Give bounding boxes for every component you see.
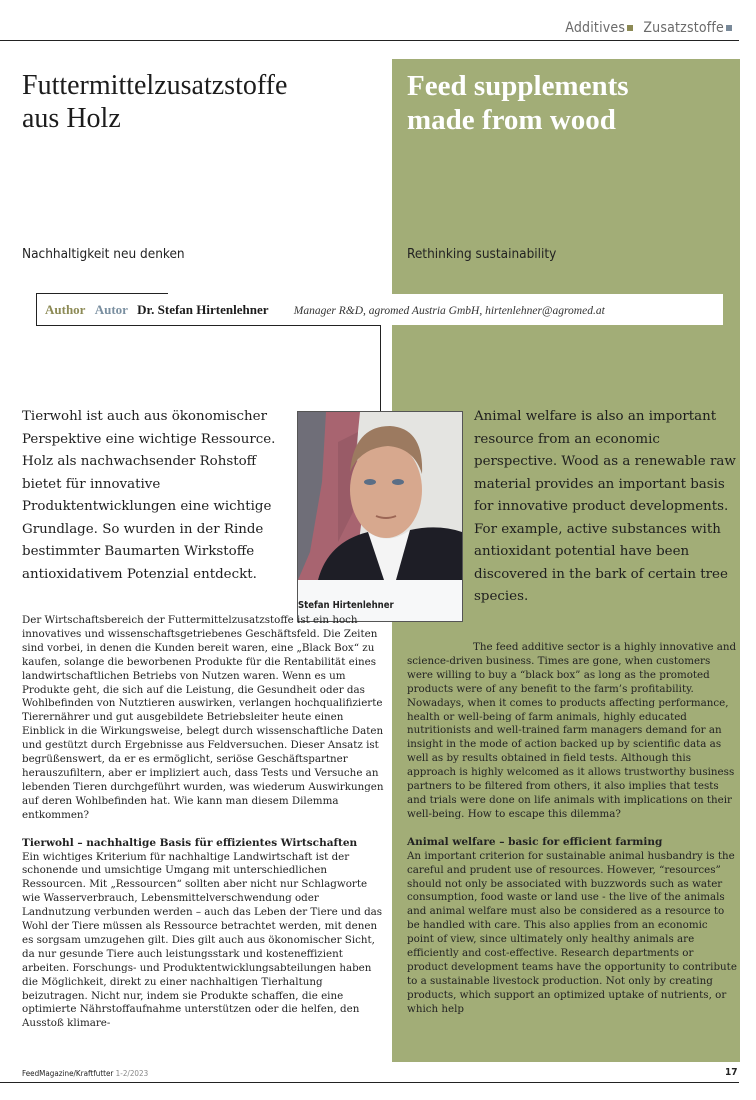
photo-caption: Stefan Hirtenlehner [298,600,394,611]
title-english-line: made from wood [407,104,616,136]
lead-german: Tierwohl ist auch aus ökonomischer Perspektive eine wichtige Ressource. Holz als nachwachsender Rohstoff bietet für innovative Produktentwicklungen eine wichtige Grundlage. So wurden in der Rinde bestimmter Baumarten Wirkstoffe antioxidativem Potenzial entdeckt. [22,409,276,582]
square-bullet-icon [627,25,633,31]
subtitle-english: Rethinking sustainability [407,246,557,262]
title-english-line: Feed supplements [407,70,629,102]
author-label-en: Author [45,302,86,317]
author-label-de: Autor [94,302,128,317]
subtitle-german: Nachhaltigkeit neu denken [22,246,185,262]
page-number: 17 [725,1067,738,1078]
title-german [22,69,287,135]
author-photo-frame [297,411,463,622]
author-box-border [36,325,381,326]
section-tags [565,20,738,36]
section-heading-english: Animal welfare – basic for efficient farming [407,835,663,848]
title-german-line: aus Holz [22,103,121,134]
author-photo [298,412,462,580]
footer-publication [22,1069,148,1078]
body-german [22,614,384,1031]
author-box-border [36,293,37,326]
square-bullet-icon [726,25,732,31]
section-tag-en: Additives [565,20,626,36]
footer-rule [0,1082,739,1083]
header-rule [0,40,739,41]
paragraph: Der Wirtschaftsbereich der Futtermittelzusatzstoffe ist ein hoch innovatives und wissenschaftsgetriebenes Geschäftsfeld. Die Zeiten sind vorbei, in denen die Kunden bereit waren, eine „Black Box“ zu kaufen, solange die beworbenen Produkte für die Rentabilität eines landwirtschaftlichen Betriebs von Nutzen waren. Wenn es um Produkte geht, die sich auf die Leistung, die Gesundheit oder das Wohlbefinden von Nutztieren auswirken, verlangen hochqualifizierte Tierernährer und gut ausgebildete Betriebsleiter heute einen Einblick in die Wirkungsweise, belegt durch wissenschaftliche Daten und gestützt durch Ergebnisse aus Feldversuchen. Dieser Ansatz ist begrüßenswert, da er es ermöglicht, seriöse Geschäftspartner herauszufiltern, aber er impliziert auch, dass Tests und Versuche an lebenden Tieren durchgeführt wurden, was wiederum Auswirkungen auf deren Wohlbefinden hat. Wie kann man diesem Dilemma entkommen? [22,614,384,821]
section-heading-german: Tierwohl – nachhaltige Basis für effizientes Wirtschaften [22,836,358,849]
portrait-image [298,412,462,580]
title-english [407,69,629,137]
author-box-connector [380,325,381,413]
lead-english: Animal welfare is also an important resource from an economic perspective. Wood as a renewable raw material provides an important basis for innovative product developments. For example, active substances with antioxidant potential have been discovered in the bark of certain tree species. [474,409,736,604]
author-box-border [36,293,168,294]
author-name: Dr. Stefan Hirtenlehner [137,302,269,317]
section-tag-de: Zusatzstoffe [643,20,724,36]
issue-number: 1-2/2023 [115,1069,149,1078]
author-affiliation: Manager R&D, agromed Austria GmbH, hirtenlehner@agromed.at [293,305,605,317]
author-line [45,302,605,318]
title-german-line: Futtermittelzusatzstoffe [22,70,288,101]
publication-name: FeedMagazine/Kraftfutter [22,1069,114,1078]
paragraph: Ein wichtiges Kriterium für nachhaltige Landwirtschaft ist der schonende und umsichtige Umgang mit unterschiedlichen Ressourcen. Mit „Ressourcen“ sollten aber nicht nur Schlagworte wie Wasserverbrauch, Lebensmittelverschwendung oder Landnutzung verbunden werden – auch das Leben der Tiere und das Wohl der Tiere müssen als Ressource betrachtet werden, mit denen es sorgsam umzugehen gilt. Dies gilt auch aus ökonomischer Sicht, da nur gesunde Tiere auch leistungsstark und kosteneffizient arbeiten. Forschungs- und Produktentwicklungsabteilungen haben die Möglichkeit, direkt zu einer nachhaltigen Tierhaltung beizutragen. Nicht nur, indem sie Produkte schaffen, die eine optimierte Nährstoffaufnahme unterstützen oder die helfen, den Ausstoß klimare- [22,850,383,1030]
body-english [407,641,737,1017]
paragraph: An important criterion for sustainable animal husbandry is the careful and prudent use of resources. However, “resources” should not only be associated with buzzwords such as water consumption, food waste or land use - the live of the animals and animal welfare must also be considered as a resource to be handled with care. This also applies from an economic point of view, since ultimately only healthy animals are efficiently and cost-effective. Research departments or product development teams have the opportunity to contribute to a sustainable livestock production. Not only by creating products, which support an optimized uptake of nutrients, or which help [407,849,737,1015]
paragraph: The feed additive sector is a highly innovative and science-driven business. Times are gone, when customers were willing to buy a “black box” as long as the promoted products were of any benefit to the farm’s profitability. Nowadays, when it comes to products affecting performance, health or well-being of farm animals, highly educated nutritionists and well-trained farm managers demand for an insight in the mode of action backed up by scientific data as well as by results obtained in field tests. Although this approach is highly welcomed as it allows trustworthy business partners to be filtered from others, it also implies that tests and trials were done on life animals with implications on their well-being. How to escape this dilemma? [407,641,737,820]
